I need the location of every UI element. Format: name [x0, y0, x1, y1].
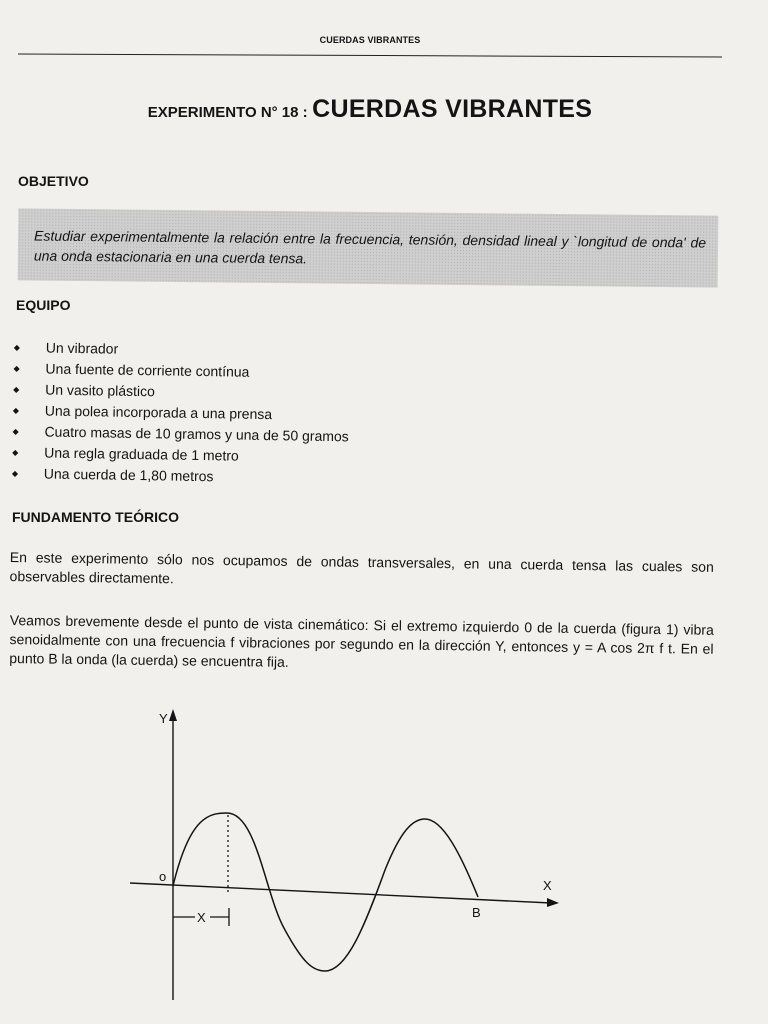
y-axis-label: Y [159, 711, 168, 726]
bullet-icon: ◆ [13, 385, 20, 395]
list-item: ◆ Una regla graduada de 1 metro [10, 442, 349, 468]
title-main: CUERDAS VIBRANTES [312, 95, 593, 123]
point-b-label: B [472, 905, 481, 920]
running-header: CUERDAS VIBRANTES [319, 35, 421, 45]
bullet-icon: ◆ [13, 364, 20, 374]
bullet-icon: ◆ [12, 427, 19, 437]
theory-heading: FUNDAMENTO TEÓRICO [12, 509, 179, 525]
list-item: ◆ Una cuerda de 1,80 metros [10, 463, 349, 489]
header-rule [18, 53, 722, 57]
y-axis-arrow-icon [169, 709, 177, 721]
objective-heading: OBJETIVO [18, 173, 89, 189]
objective-box [18, 208, 719, 287]
page-title [0, 95, 740, 124]
bullet-icon: ◆ [12, 406, 20, 416]
bullet-icon: ◆ [13, 343, 21, 353]
theory-paragraph-1: En este experimento sólo nos ocupamos de ondas transversales, en una cuerda tensa las cuales son observables directamente. [9, 548, 714, 587]
x-axis-arrow-icon [547, 898, 559, 907]
list-item: ◆ Una fuente de corriente contínua [11, 358, 350, 384]
equipment-heading: EQUIPO [16, 297, 71, 313]
origin-label: o [159, 869, 167, 884]
equipment-list [10, 337, 351, 489]
title-prefix: EXPERIMENTO N° 18 : [147, 104, 308, 121]
bullet-icon: ◆ [11, 469, 19, 479]
theory-paragraph-2: Veamos brevemente desde el punto de vista cinemático: Si el extremo izquierdo 0 de la cuerda (figura 1) vibra senoidalmente con una frecuencia f vibraciones por segundo en la dirección Y, entonces y = A cos 2π f t. En el punto B la onda (la cuerda) se encuentra fija. [9, 611, 714, 670]
list-item: ◆ Un vibrador [12, 337, 351, 363]
list-item: ◆ Una polea incorporada a una prensa [11, 400, 350, 426]
x-axis [130, 883, 551, 903]
span-label: X [197, 910, 206, 925]
wave-figure [115, 705, 575, 1005]
bullet-icon: ◆ [12, 448, 19, 458]
x-axis-label: X [543, 878, 552, 893]
list-item: ◆ Cuatro masas de 10 gramos y una de 50 gramos [10, 421, 349, 447]
objective-text: Estudiar experimentalmente la relación entre la frecuencia, tensión, densidad lineal y `longitud de onda' de una onda estacionaria en una cuerda tensa. [33, 227, 707, 267]
list-item: ◆ Un vasito plástico [11, 379, 350, 405]
